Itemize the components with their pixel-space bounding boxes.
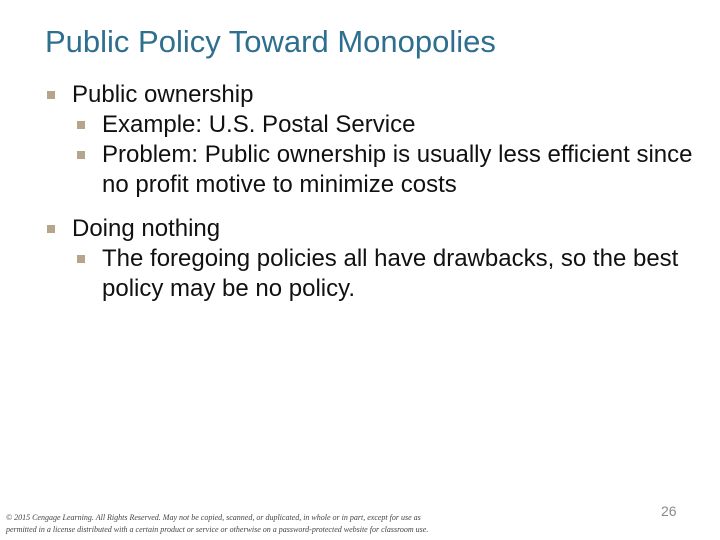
- sub-bullet-example: [46, 110, 696, 140]
- page-number: 26: [661, 503, 677, 519]
- bullet-text: Example: U.S. Postal Service: [102, 111, 416, 138]
- bullet-doing-nothing: [46, 214, 696, 244]
- slide-title: Public Policy Toward Monopolies: [45, 24, 496, 59]
- slide-content: [46, 80, 696, 304]
- bullet-gap: [46, 200, 696, 214]
- footer-copyright: © 2015 Cengage Learning. All Rights Reserved. May not be copied, scanned, or duplicated, in whole or in part, except for use as permitted in a license distributed with a certain product or service or otherwise on a password-protected website for classroom use.: [6, 513, 429, 534]
- sub-bullet-foregoing: [46, 244, 696, 304]
- bullet-text: The foregoing policies all have drawbacks, so the best policy may be no policy.: [102, 245, 679, 302]
- bullet-text: Doing nothing: [72, 215, 221, 242]
- square-bullet-icon: [47, 225, 55, 233]
- bullet-text: Public ownership: [72, 81, 254, 108]
- square-bullet-icon: [47, 91, 55, 99]
- bullet-public-ownership: [46, 80, 696, 110]
- square-bullet-icon: [77, 151, 85, 159]
- sub-bullet-problem: [46, 140, 696, 200]
- bullet-text: Problem: Public ownership is usually less efficient since no profit motive to minimize costs: [102, 141, 693, 198]
- square-bullet-icon: [77, 255, 85, 263]
- square-bullet-icon: [77, 121, 85, 129]
